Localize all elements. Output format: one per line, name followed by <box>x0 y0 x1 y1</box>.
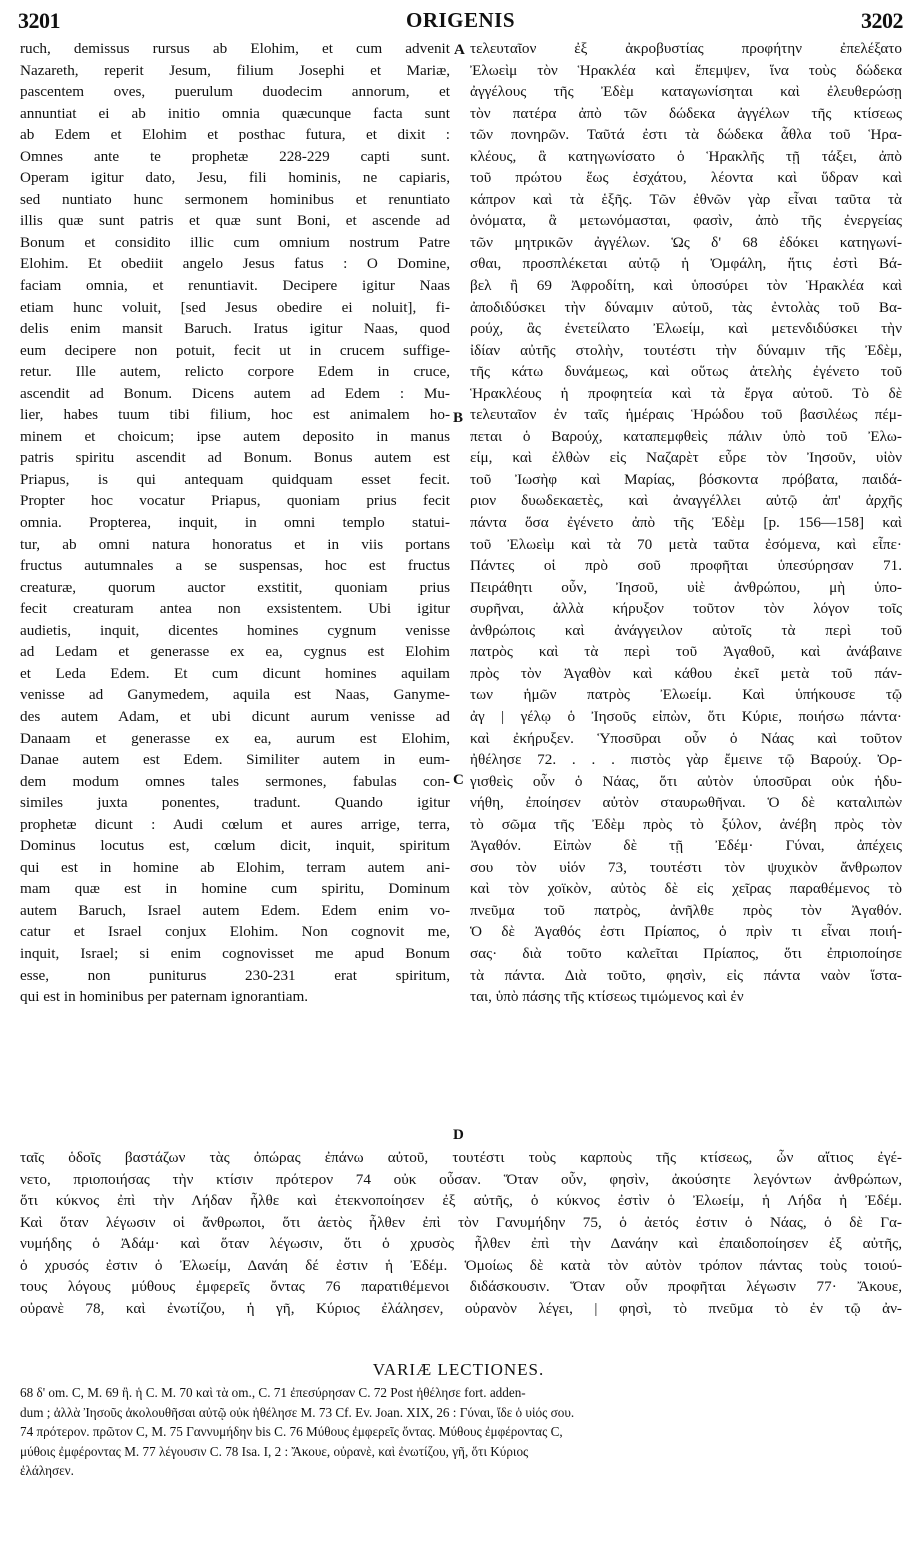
latin-text-line: Omnes ante te prophetæ 228-229 capti sunt. <box>20 147 450 165</box>
full-width-text-line: ὅτι κύκνος ἐπὶ τὴν Λήδαν ἦλθε καὶ ἐτεκνοποίησεν ἐξ αὐτῆς, ὁ κύκνος ἐστὶν ὁ Ἐλωείμ, ἡ Λήδα ἡ Ἐδέμ. <box>20 1192 902 1210</box>
greek-text-line: σας· διὰ τοῦτο καλεῖται Πρίαπος, ὅτι ἐπριοποίησε <box>470 944 902 962</box>
latin-text-line: creaturæ, quorum auctor exstitit, quoniam prius <box>20 578 450 596</box>
greek-text-line: ἀνθρώποις καὶ ἀνάγγειλον αὐτοῖς τὰ περὶ τοῦ <box>470 621 902 639</box>
full-width-text-line: Καὶ ὅταν λέγωσιν οἱ ἄνθρωποι, ὅτι ἀετὸς ἦλθεν ἐπὶ τὸν Γανυμήδην 75, ὁ ἀετός ἐστιν ὁ Νάας, ὁ δὲ Γα- <box>20 1213 902 1231</box>
greek-text-line: Ἡρακλέους ἡ προφητεία καὶ τὰ ἔργα αὐτοῦ. Τὸ δὲ <box>470 384 902 402</box>
greek-text-line: πεται ὁ Βαρούχ, καταπεμφθεὶς πάλιν ὑπὸ τοῦ Ἐλω- <box>470 427 902 445</box>
greek-column <box>470 38 902 1008</box>
latin-text-line: fructus autumnales a se suspensas, hoc est fructus <box>20 557 450 575</box>
greek-text-line: Πειράθητι οὖν, Ἰησοῦ, υἱὲ ἀνθρώπου, μὴ ὑπο- <box>470 578 902 596</box>
latin-text-line: sed nuntiato hunc sermonem hominibus et renuntiato <box>20 190 450 208</box>
greek-text-line: τῆς κάτω δυνάμεως, καὶ οὕτως ἀτελὴς ἐγένετο τοῦ <box>470 363 902 381</box>
running-title: ORIGENIS <box>405 8 516 32</box>
latin-text-line: mam quæ est in homine cum spiritu, Dominum <box>20 880 450 898</box>
latin-text-line: Operam igitur dato, Jesu, fili hominis, ne capiaris, <box>20 169 450 187</box>
greek-text-line: τῶν πονηρῶν. Ταῦτά ἐστι τὰ δώδεκα ἆθλα τοῦ Ἡρα- <box>470 126 902 144</box>
latin-text-line: autem Baruch, Israel autem Edem. Edem enim vo- <box>20 901 450 919</box>
greek-text-line: ριον δυωδεκαετὲς, καὶ ἀναγγέλλει αὐτῷ ἀπ' ἀρχῆς <box>470 492 902 510</box>
greek-text-line: κάπρον καὶ τὰ ἑξῆς. Τῶν ἐθνῶν γὰρ εἶναι ταῦτα τὰ <box>470 190 902 208</box>
greek-text-line: Πάντες οἱ πρὸ σοῦ προφῆται ὑπεσύρησαν 71. <box>470 557 902 575</box>
latin-text-line: esse, non puniturus 230-231 erat spiritum, <box>20 966 450 984</box>
greek-text-line: ἀγ | γέλῳ ὁ Ἰησοῦς εἰπὼν, ὅτι Κύριε, ποιήσω πάντα· <box>470 707 902 725</box>
latin-text-line: retur. Ille autem, relicto corpore Edem in cruce, <box>20 363 450 381</box>
note-line: dum ; ἀλλὰ Ἰησοῦς ἀκολουθῆσαι αὐτῷ οὐκ ἠθέλησε M. 73 Cf. Ev. Joan. XIX, 26 : Γύναι, ἴδε ὁ υἱός σου. <box>20 1404 575 1420</box>
greek-text-line: Ἐλωεὶμ τὸν Ἡρακλέα καὶ ἔπεμψεν, ἵνα τοὺς δώδεκα <box>470 61 902 79</box>
latin-text-line: patris spiritu ascendit ad Bonum. Bonus autem est <box>20 449 450 467</box>
greek-text-line: των ἡμῶν πατρὸς Ἐλωείμ. Καὶ ὑπήκουσε τῷ <box>470 686 902 704</box>
latin-text-line: ab Edem et Elohim et posthac futura, et dixit : <box>20 126 450 144</box>
latin-text-line: pascentem oves, puerulum duodecim annorum, et <box>20 83 450 101</box>
variant-readings-notes <box>20 1383 902 1481</box>
full-width-text-line: ὁ χρυσός ἐστιν ὁ Ἐλωείμ, Δανάη δέ ἐστιν ἡ Ἐδέμ. Ὁμοίως δὲ κατὰ τὸν αὐτὸν τρόπον πάντας τοὺς τοιού- <box>20 1256 902 1274</box>
greek-text-line: τοῦ Ἰωσὴφ καὶ Μαρίας, βόσκοντα πρόβατα, παιδά- <box>470 470 902 488</box>
latin-text-line: et Leda Edem. Et cum dicunt homines aquilam <box>20 664 450 682</box>
latin-text-line: qui est in hominibus per paternam ignorantiam. <box>20 988 309 1006</box>
greek-text-line: ὀνόματα, ἃ μετωνόμασται, φασὶν, ἀπὸ τῆς ἐνεργείας <box>470 212 902 230</box>
greek-text-line: καὶ ἐκήρυξεν. Ὑποσῦραι οὖν ὁ Νάας καὶ τοῦτον <box>470 729 902 747</box>
greek-text-line: ἀποδιδύσκει τὴν δύναμιν αὐτοῦ, τὰς ἐντολὰς τοῦ Βα- <box>470 298 902 316</box>
latin-text-line: faciam omnia, et renuntiavit. Decipere igitur Naas <box>20 277 450 295</box>
latin-text-line: catur et Israel conjux Elohim. Non cognovit me, <box>20 923 450 941</box>
latin-text-line: Elohim. Et obediit angelo Jesus fatus : O Domine, <box>20 255 450 273</box>
latin-text-line: minem et choicum; ipse autem deposito in manus <box>20 427 450 445</box>
latin-text-line: dem modum omnes tales sermones, fabulas con- <box>20 772 450 790</box>
latin-text-line: Danaam et generasse ex ea, aurum est Elohim, <box>20 729 450 747</box>
latin-text-line: ruch, demissus rursus ab Elohim, et cum advenit <box>20 40 450 57</box>
section-marker-a: A <box>454 42 465 58</box>
latin-text-line: fecit creaturam antea non exsistentem. Ubi igitur <box>20 600 450 618</box>
latin-text-line: Bonum et considito illic cum omnium nostrum Patre <box>20 233 450 251</box>
page-number-left: 3201 <box>18 8 60 33</box>
greek-text-line: τελευταῖον ἐξ ἀκροβυστίας προφήτην ἐπελέξατο <box>470 40 902 57</box>
note-line: ἐλάλησεν. <box>20 1463 74 1479</box>
page-number-right: 3202 <box>861 8 903 33</box>
latin-text-line: venisse ad Ganymedem, aquila est Naas, Ganyme- <box>20 686 450 704</box>
greek-text-line: ρούχ, ἃς ἐνετείλατο Ἐλωείμ, καὶ μετενδιδύσκει τὴν <box>470 320 902 338</box>
greek-text-line: τὸ σῶμα τῆς Ἐδὲμ πρὸς τὸ ξύλον, ἀνέβη πρὸς τὸν <box>470 815 902 833</box>
latin-text-line: delis enim mansit Baruch. Iratus igitur Naas, quod <box>20 320 450 338</box>
greek-text-line: τοῦ Ἐλωεὶμ καὶ τὰ 70 μετὰ ταῦτα ἐσόμενα, καὶ εἶπε· <box>470 535 902 553</box>
greek-text-line: ἠθέλησε 72. . . . πιστὸς γὰρ ἔμεινε τῷ Βαρούχ. Ὀρ- <box>470 751 902 769</box>
latin-text-line: annuntiat ei ab initio omnia quæcunque facta sunt <box>20 104 450 122</box>
latin-text-line: lier, habes tuum tibi filium, hoc est animalem ho- <box>20 406 450 424</box>
greek-text-line: Ὁ δὲ Ἀγαθός ἐστι Πρίαπος, ὁ πρὶν τι εἶναι ποιή- <box>470 923 902 941</box>
section-marker-b: B <box>453 410 464 426</box>
greek-text-line: κλέους, ἃ κατηγωνίσατο ὁ Ἡρακλῆς τῇ τάξει, ἀπὸ <box>470 147 902 165</box>
latin-text-line: Dominus locutus est, cœlum dicit, inquit, spiritum <box>20 837 450 855</box>
latin-text-line: similes juxta ponentes, tradunt. Quando igitur <box>20 794 450 812</box>
latin-text-line: tur, ab omni natura honoratus et in viis portans <box>20 535 450 553</box>
greek-text-line: νήθη, ἐποίησεν αὐτὸν σταυρωθῆναι. Ὁ δὲ καταλιπὼν <box>470 794 902 812</box>
greek-text-line: ται, ὑπὸ πάσης τῆς κτίσεως τιμώμενος καὶ ἐν <box>470 988 744 1006</box>
latin-text-line: ascendit ad Bonum. Dicens autem ad Edem : Mu- <box>20 384 450 402</box>
latin-text-line: Nazareth, reperit Jesum, filium Josephi et Mariæ, <box>20 61 450 79</box>
greek-text-line: σθαι, προσπλέκεται αὐτῷ ἡ Ὀμφάλη, ἥτις ἐστὶ Βά- <box>470 255 902 273</box>
latin-text-line: illis quæ sunt patris et quæ sunt Boni, et ascende ad <box>20 212 450 230</box>
greek-text-line: ἰδίαν αὐτῆς στολὴν, τουτέστι τὴν δύναμιν τῆς Ἐδὲμ, <box>470 341 902 359</box>
greek-text-line: τοῦ πρώτου ἕως ἐσχάτου, λέοντα καὶ ὕδραν καὶ <box>470 169 902 187</box>
greek-text-line: σου τὸν υἱόν 73, τουτέστι τὸν ψυχικὸν ἄνθρωπον <box>470 858 902 876</box>
latin-text-line: ad Ledam et generasse ex ea, cygnus est Elohim <box>20 643 450 661</box>
latin-text-line: prophetæ dicunt : Audi cœlum et aures arrige, terra, <box>20 815 450 833</box>
greek-text-line: τῶν μητρικῶν ἀγγέλων. Ὡς δ' 68 ἐδόκει κατηγωνί- <box>470 233 902 251</box>
greek-text-line: τὸν πατέρα ἀπὸ τῶν δώδεκα ἀγγέλων τῆς κτίσεως <box>470 104 902 122</box>
full-width-text-line: οὐρανὲ 78, καὶ ἐνωτίζου, ἡ γῆ, Κύριος ἐλάλησεν, οὐρανὸν λέγει, | φησὶ, τὸ πνεῦμα τὸ ἐν τῷ ἀν- <box>20 1299 902 1317</box>
latin-text-line: qui est in homine ab Elohim, terram autem ani- <box>20 858 450 876</box>
greek-text-line: πρὸς τὸν Ἀγαθὸν καὶ κάθου ἐκεῖ μετὰ τοῦ πάν- <box>470 664 902 682</box>
full-width-greek-text <box>20 1147 902 1319</box>
greek-text-line: πνεῦμα τοῦ πατρὸς, ἀνῆλθε πρὸς τὸν Ἀγαθόν. <box>470 901 902 919</box>
latin-text-line: Danae autem est Edem. Similiter autem in eum- <box>20 751 450 769</box>
full-width-text-line: τους λόγους μύθους ἐμφερεῖς ὄντας 76 παρατιθέμενοι διδάσκουσιν. Ὅταν οὖν προφῆται λέγωσιν 77· Ἄκουε, <box>20 1278 902 1296</box>
latin-column <box>20 38 450 1008</box>
latin-text-line: Propter hoc vocatur Priapus, quoniam prius fecit <box>20 492 450 510</box>
greek-text-line: βελ ἢ 69 Ἀφροδίτη, καὶ ὑποσύρει τὸν Ἡρακλέα καὶ <box>470 277 902 295</box>
full-width-text-line: ταῖς ὁδοῖς βαστάζων τὰς ὀπώρας ἐπάνω αὐτοῦ, τουτέστι τοὺς καρποὺς τῆς κτίσεως, ὧν αἴτιος ἐγέ- <box>20 1149 902 1166</box>
latin-text-line: etiam hunc voluit, [sed Jesus obedire ei noluit], fi- <box>20 298 450 316</box>
latin-text-line: eum decipere non potuit, fecit ut in crucem suffige- <box>20 341 450 359</box>
running-header <box>18 8 903 34</box>
greek-text-line: γισθεὶς οὖν ὁ Νάας, ὅτι αὐτὸν ὑποσῦραι οὐκ ἠδυ- <box>470 772 902 790</box>
greek-text-line: καὶ τὸν χοϊκὸν, αὐτὸς δὲ εἰς χεῖρας παραθέμενος τὸ <box>470 880 902 898</box>
greek-text-line: πάντα ὅσα ἐγένετο ἀπὸ τῆς Ἐδὲμ [p. 156—158] καὶ <box>470 514 902 532</box>
section-marker-d: D <box>453 1127 464 1143</box>
latin-text-line: audietis, inquit, dicentes homines cygnum venisse <box>20 621 450 639</box>
note-line: 74 πρότερον. πρῶτον C, M. 75 Γαννυμήδην bis C. 76 Μύθους ἐμφερεῖς ὄντας. Μύθους ἐμφέροντας C, <box>20 1424 563 1440</box>
section-marker-c: C <box>453 772 464 788</box>
latin-text-line: inquit, Israel; si enim cognovisset me apud Bonum <box>20 944 450 962</box>
note-line: 68 δ' om. C, M. 69 ἢ. ἡ C. M. 70 καὶ τὰ om., C. 71 ἐπεσύρησαν C. 72 Post ἠθέλησε fort. adden- <box>20 1385 526 1400</box>
greek-text-line: πατρὸς καὶ τὰ περὶ τοῦ Ἀγαθοῦ, καὶ ἀνάβαινε <box>470 643 902 661</box>
greek-text-line: τὰ πάντα. Διὰ τοῦτο, φησὶν, εἰς πάντα ναὸν ἵστα- <box>470 966 902 984</box>
latin-text-line: des autem Adam, et ubi dicunt aurum venisse ad <box>20 707 450 725</box>
full-width-text-line: νυμήδης ὁ Ἀδάμ· καὶ ὅταν λέγωσιν, ὅτι ὁ χρυσὸς ἦλθεν ἐπὶ τὴν Δανάην καὶ ἐπαιδοποίησεν ἐξ αὐτῆς, <box>20 1235 902 1253</box>
greek-text-line: συρῆναι, ἀλλὰ κήρυξον τοῦτον τὸν λόγον τοῖς <box>470 600 902 618</box>
note-line: μύθοις ἐμφέροντας M. 77 λέγουσιν C. 78 Isa. I, 2 : Ἄκουε, οὐρανὲ, καὶ ἐνωτίζου, γῆ, ὅτι Κύριος <box>20 1443 529 1459</box>
greek-text-line: Ἀγαθόν. Εἰπὼν δὲ τῇ Ἐδέμ· Γύναι, ἀπέχεις <box>470 837 902 855</box>
latin-text-line: omnia. Propterea, inquit, in omni templo statui- <box>20 514 450 532</box>
greek-text-line: ἀγγέλους τῆς Ἐδὲμ καταγωνίσηται καὶ ἐλευθερώσῃ <box>470 83 902 101</box>
full-width-text-line: νετο, πριοποιήσας τὴν κτίσιν πρότερον 74 οὐκ οὖσαν. Ὅταν οὖν, φησὶν, ἀκούσητε λεγόντων ἀνθρώπων, <box>20 1170 902 1188</box>
latin-text-line: Priapus, is qui antequam quidquam esset fecit. <box>20 470 450 488</box>
greek-text-line: είμ, καὶ ἐλθὼν εἰς Ναζαρὲτ εὗρε τὸν Ἰησοῦν, υἱὸν <box>470 449 902 467</box>
greek-text-line: τελευταῖον ἐν ταῖς ἡμέραις Ἡρώδου τοῦ βασιλέως πέμ- <box>470 406 902 424</box>
variae-lectiones-heading: VARIÆ LECTIONES. <box>372 1360 545 1379</box>
